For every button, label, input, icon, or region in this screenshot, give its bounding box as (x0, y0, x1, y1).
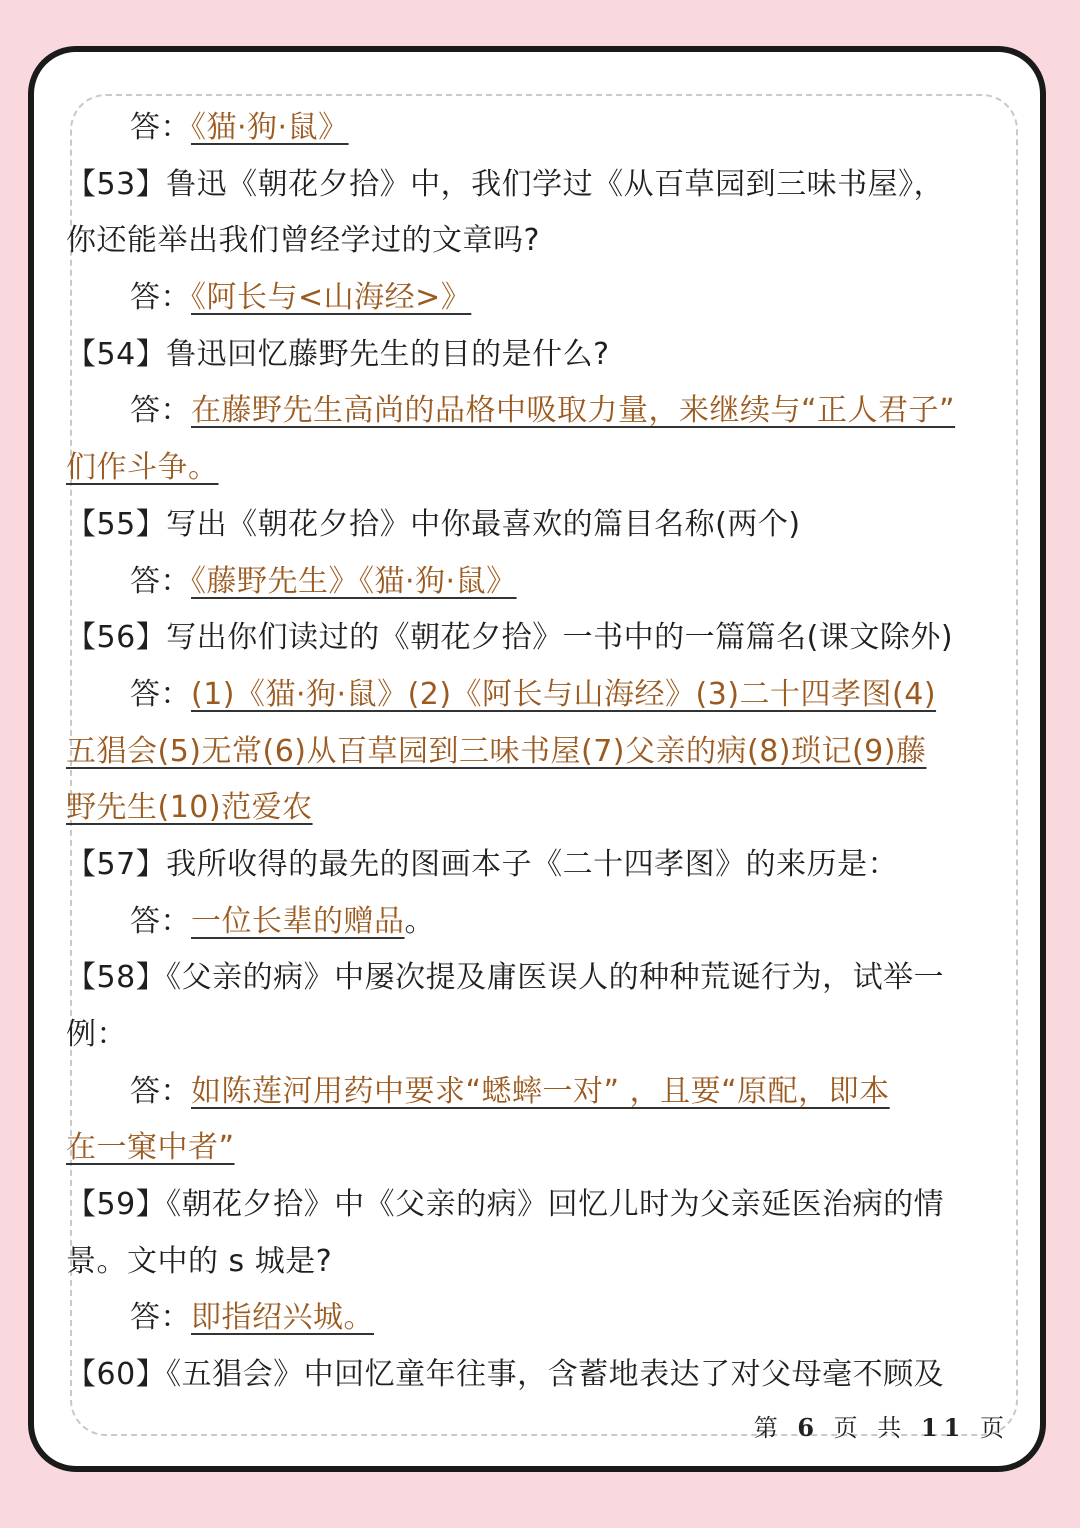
answer-text: (1)《猫·狗·鼠》(2)《阿长与山海经》(3)二十四孝图(4) (191, 676, 937, 712)
question-text: 【55】写出《朝花夕拾》中你最喜欢的篇目名称(两个) (66, 506, 801, 542)
question-text: 【53】鲁迅《朝花夕拾》中，我们学过《从百草园到三味书屋》， (66, 166, 945, 202)
question-text: 景。文中的 s 城是? (66, 1243, 333, 1279)
answer-label: 答： (130, 1300, 191, 1336)
answer-text: 《猫·狗·鼠》 (191, 110, 349, 145)
question-line (66, 157, 1016, 214)
answer-text: 五猖会(5)无常(6)从百草园到三味书屋(7)父亲的病(8)琐记(9)藤 (66, 733, 927, 769)
question-text: 【58】《父亲的病》中屡次提及庸医误人的种种荒诞行为，试举一 (66, 960, 945, 996)
footer-current-page: 6 (797, 1413, 821, 1442)
answer-label: 答： (130, 903, 191, 939)
question-line (66, 1177, 1016, 1234)
answer-text: 一位长辈的赠品 (191, 903, 405, 939)
answer-text: 野先生(10)范爱农 (66, 790, 313, 826)
answer-text: 在藤野先生高尚的品格中吸取力量，来继续与“正人君子” (191, 393, 956, 429)
question-line (66, 1007, 1016, 1064)
question-text: 例： (66, 1017, 127, 1052)
question-line (66, 327, 1016, 384)
footer-suffix: 页 (980, 1414, 1010, 1442)
page-footer (754, 1408, 1010, 1443)
question-text: 【56】写出你们读过的《朝花夕拾》一书中的一篇篇名(课文除外) (66, 620, 954, 656)
question-line (66, 950, 1016, 1007)
answer-line (66, 1064, 1016, 1121)
question-line (66, 837, 1016, 894)
answer-text: 在一窠中者” (66, 1130, 235, 1166)
question-line (66, 1347, 1016, 1404)
footer-middle: 页 共 (833, 1414, 908, 1442)
answer-text: 们作斗争。 (66, 450, 219, 486)
answer-text: 《阿长与<山海经>》 (191, 280, 472, 316)
answer-label: 答： (130, 280, 191, 316)
answer-text: 《藤野先生》《猫·狗·鼠》 (191, 563, 517, 599)
question-line (66, 213, 1016, 270)
answer-text: 如陈莲河用药中要求“蟋蟀一对” ，且要“原配，即本 (191, 1073, 890, 1109)
answer-label: 答： (130, 1073, 191, 1109)
question-line (66, 1234, 1016, 1291)
answer-line (66, 780, 1016, 837)
question-text: 【57】我所收得的最先的图画本子《二十四孝图》的来历是： (66, 846, 899, 882)
answer-label: 答： (130, 393, 191, 429)
answer-text: 即指绍兴城。 (191, 1300, 374, 1336)
answer-line (66, 554, 1016, 611)
answer-line (66, 1120, 1016, 1177)
answer-label: 答： (130, 110, 191, 145)
footer-total-pages: 11 (920, 1413, 967, 1442)
answer-line (66, 1290, 1016, 1347)
answer-tail: 。 (404, 903, 435, 939)
question-line (66, 610, 1016, 667)
footer-prefix: 第 (753, 1414, 784, 1442)
question-line (66, 497, 1016, 554)
question-text: 【60】《五猖会》中回忆童年往事，含蓄地表达了对父母毫不顾及 (66, 1357, 945, 1393)
answer-line (66, 724, 1016, 781)
answer-line (66, 100, 1016, 157)
answer-line (66, 440, 1016, 497)
answer-label: 答： (130, 563, 191, 599)
question-text: 你还能举出我们曾经学过的文章吗? (66, 223, 540, 259)
answer-line (66, 894, 1016, 951)
answer-label: 答： (130, 676, 191, 712)
answer-line (66, 383, 1016, 440)
question-text: 【54】鲁迅回忆藤野先生的目的是什么? (66, 336, 610, 372)
answer-line (66, 270, 1016, 327)
answer-line (66, 667, 1016, 724)
question-text: 【59】《朝花夕拾》中《父亲的病》回忆儿时为父亲延医治病的情 (66, 1187, 945, 1223)
document-body (66, 100, 1016, 1404)
